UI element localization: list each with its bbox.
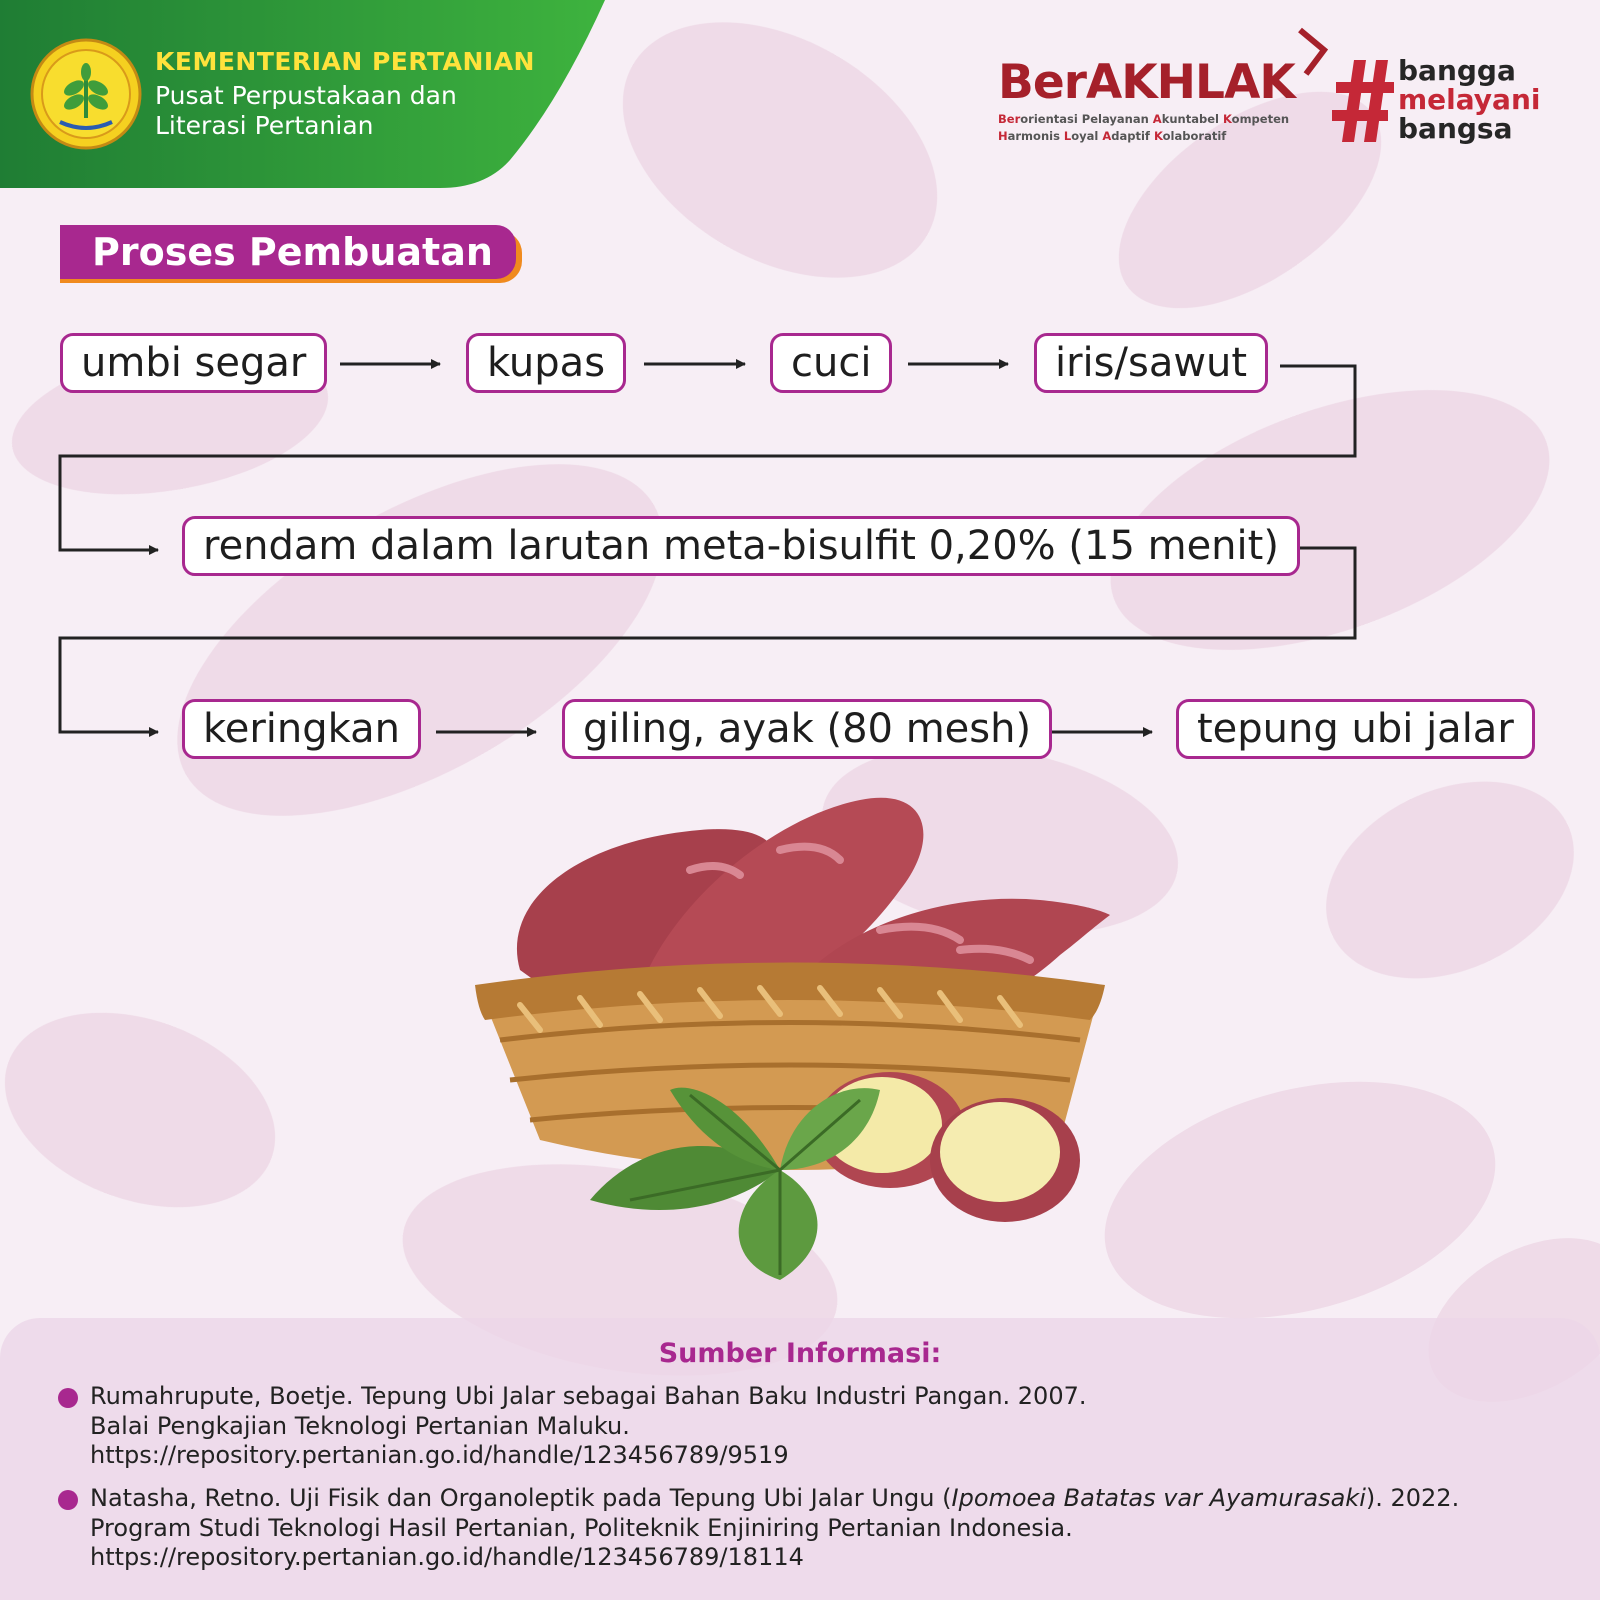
kementan-logo-icon	[30, 38, 142, 150]
step-umbi-segar: umbi segar	[60, 333, 327, 393]
step-kupas: kupas	[466, 333, 626, 393]
header-subtitle-line1: Pusat Perpustakaan dan	[155, 81, 457, 110]
reference-1-link[interactable]: https://repository.pertanian.go.id/handle/123456789/9519	[90, 1441, 789, 1469]
step-keringkan: keringkan	[182, 699, 421, 759]
step-iris-sawut: iris/sawut	[1034, 333, 1268, 393]
hashtag-word-bangga: bangga	[1398, 54, 1516, 87]
reference-1-line1: Rumahrupute, Boetje. Tepung Ubi Jalar sebagai Bahan Baku Industri Pangan. 2007.	[90, 1382, 1087, 1410]
reference-1	[90, 1382, 1087, 1471]
header-subtitle-line2: Literasi Pertanian	[155, 111, 374, 140]
berakhlak-tagline-line1: Berorientasi Pelayanan Akuntabel Kompeten	[998, 112, 1290, 126]
berakhlak-chevron-icon	[1296, 26, 1330, 80]
hashtag-word-melayani: melayani	[1398, 83, 1541, 116]
reference-2-link[interactable]: https://repository.pertanian.go.id/handle/123456789/18114	[90, 1543, 804, 1571]
step-giling-ayak: giling, ayak (80 mesh)	[562, 699, 1052, 759]
section-title: Proses Pembuatan	[92, 230, 493, 274]
sweet-potato-basket-icon	[460, 780, 1130, 1290]
reference-2-line2: Program Studi Teknologi Hasil Pertanian, Politeknik Enjiniring Pertanian Indonesia.	[90, 1513, 1073, 1542]
section-title-banner	[60, 225, 522, 283]
header-title: KEMENTERIAN PERTANIAN	[155, 47, 535, 76]
berakhlak-tagline-line2: Harmonis Loyal Adaptif Kolaboratif	[998, 129, 1227, 143]
berakhlak-wordmark: BerAKHLAK	[998, 55, 1295, 110]
bullet-icon	[58, 1490, 78, 1510]
step-rendam: rendam dalam larutan meta-bisulfit 0,20% (15 menit)	[182, 516, 1300, 576]
hashtag-icon	[1332, 54, 1396, 146]
step-cuci: cuci	[770, 333, 892, 393]
bullet-icon	[58, 1388, 78, 1408]
reference-1-line2: Balai Pengkajian Teknologi Pertanian Maluku.	[90, 1411, 630, 1440]
berakhlak-logo	[998, 55, 1295, 145]
sources-heading: Sumber Informasi:	[658, 1338, 942, 1369]
step-tepung-ubi-jalar: tepung ubi jalar	[1176, 699, 1535, 759]
reference-2-line1: Natasha, Retno. Uji Fisik dan Organoleptik pada Tepung Ubi Jalar Ungu (Ipomoea Batatas var Ayamurasaki). 2022.	[90, 1484, 1460, 1512]
hashtag-word-bangsa: bangsa	[1398, 112, 1513, 145]
reference-2	[90, 1484, 1459, 1573]
